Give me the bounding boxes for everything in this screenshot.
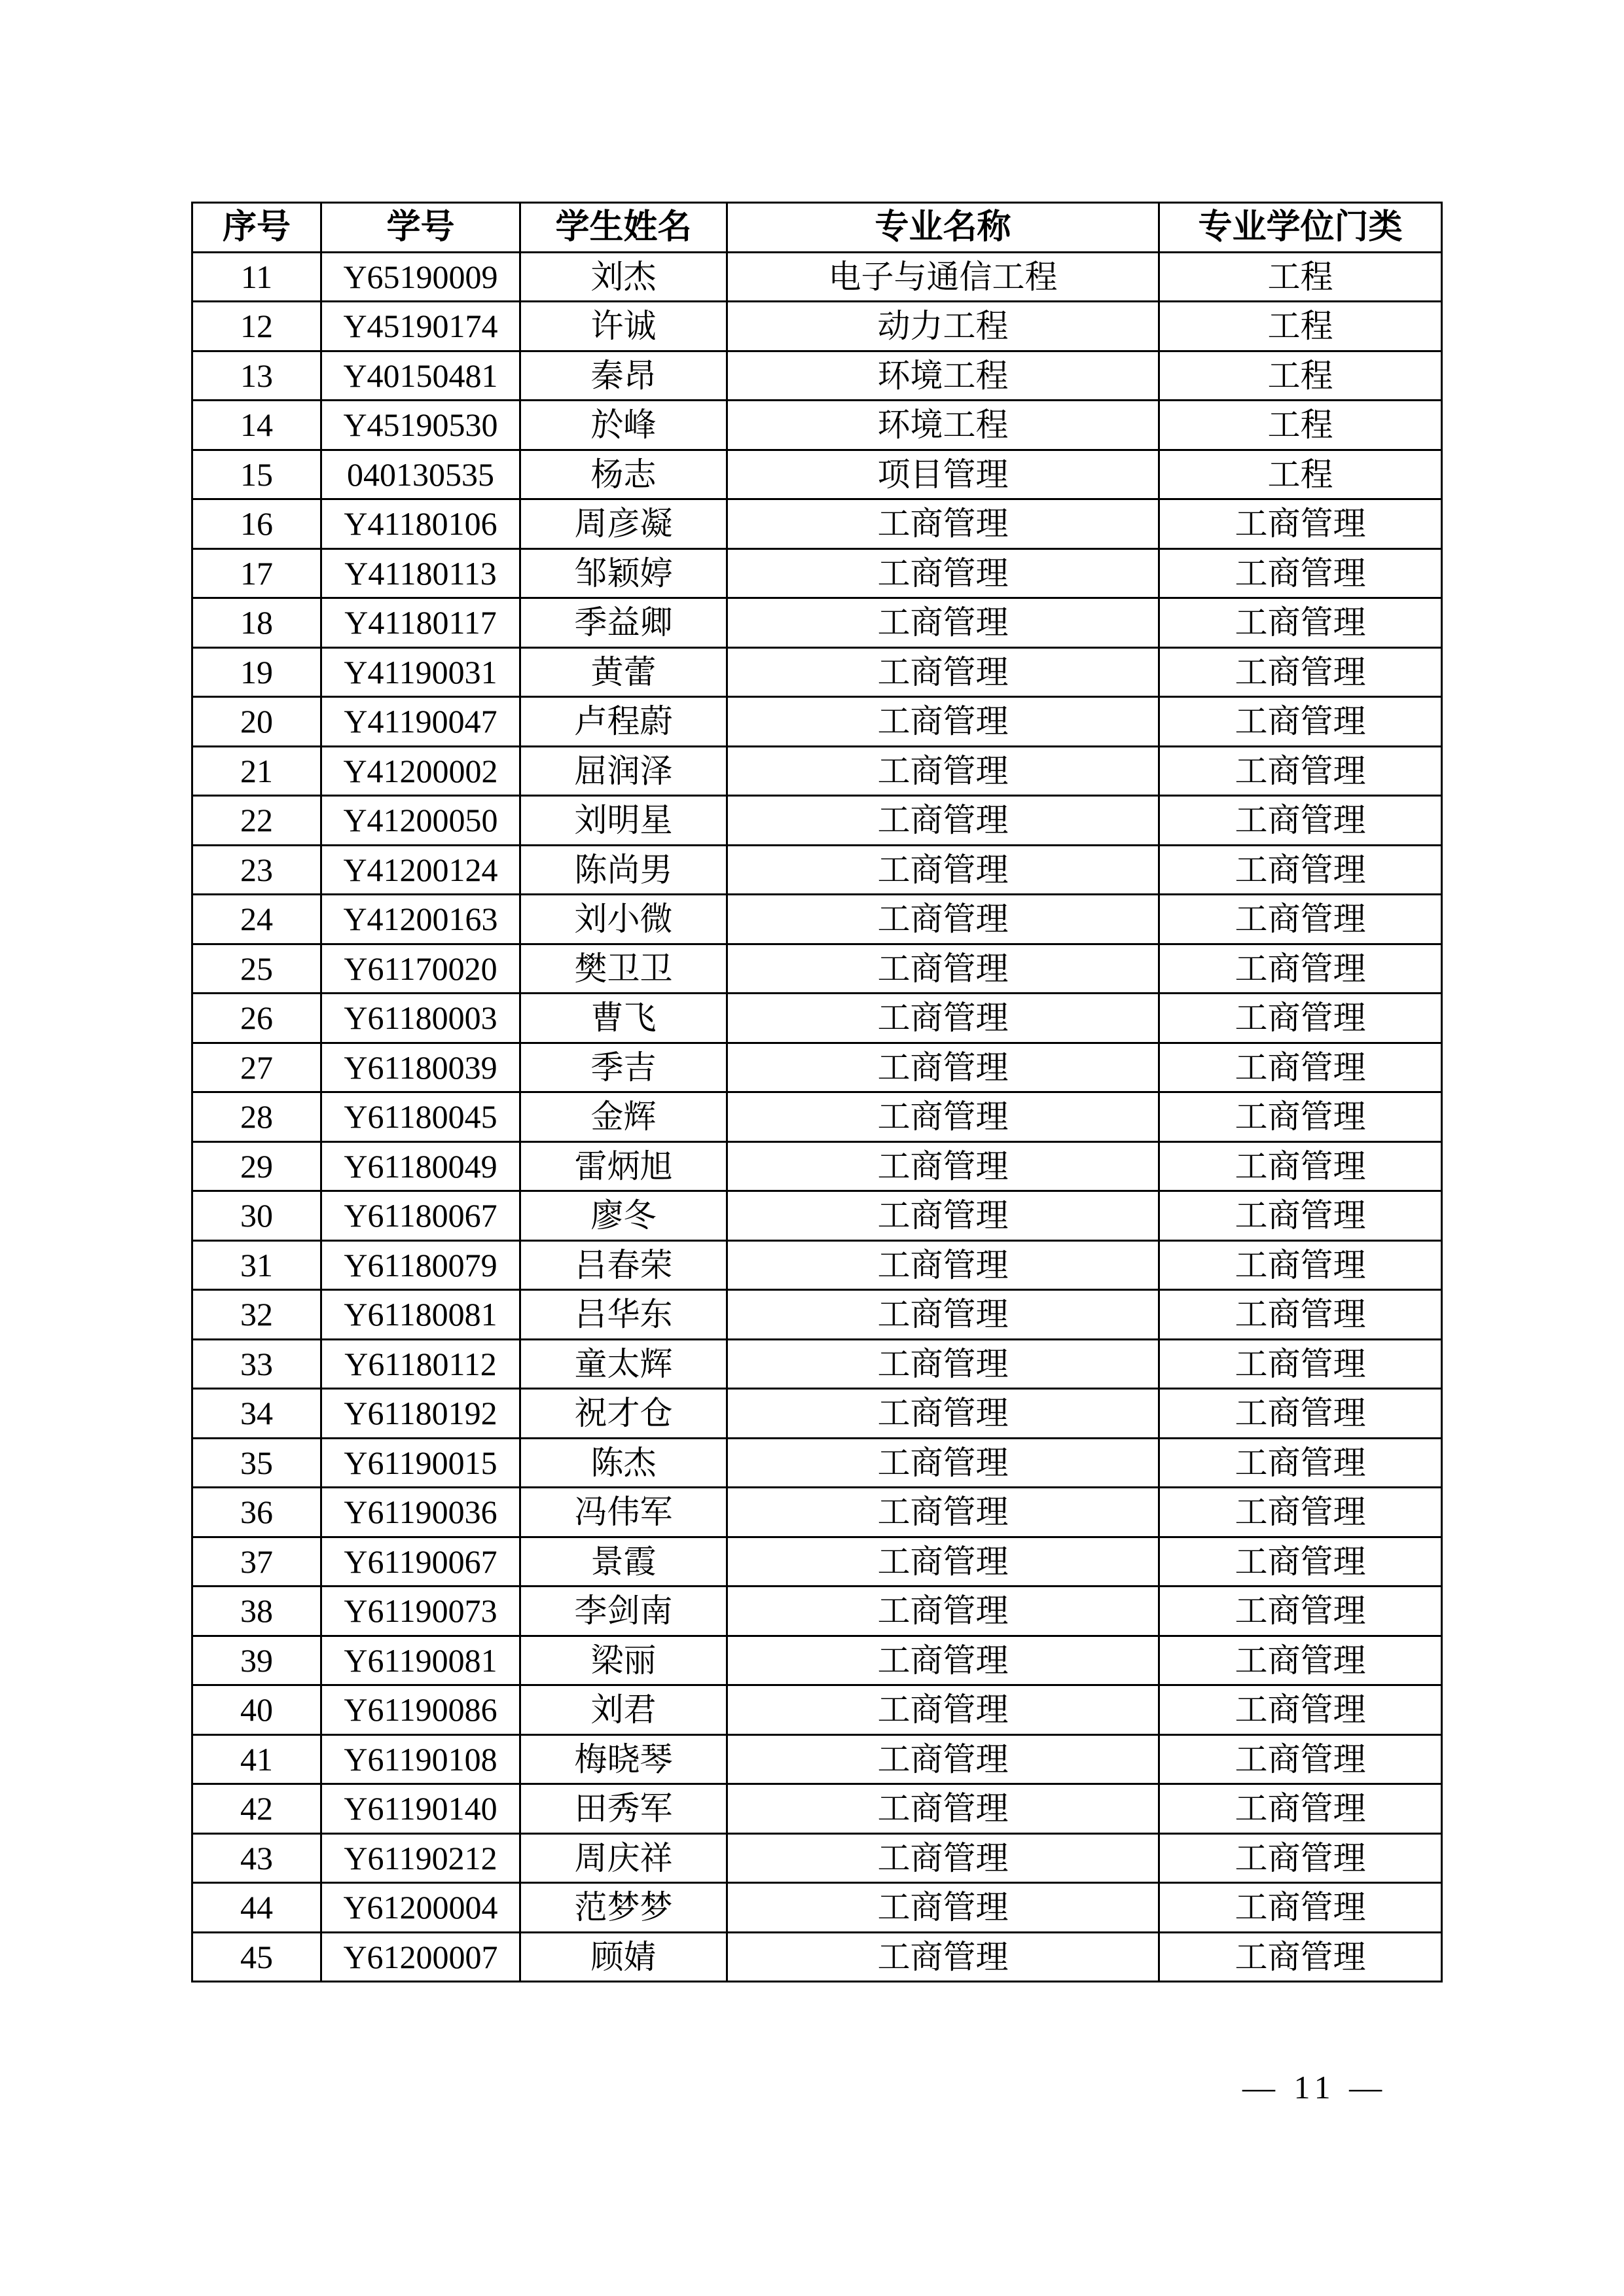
table-row bbox=[192, 1438, 1442, 1488]
cell-index: 38 bbox=[192, 1587, 321, 1636]
cell-major-name: 工商管理 bbox=[727, 895, 1159, 944]
cell-major-name: 工商管理 bbox=[727, 1290, 1159, 1340]
cell-degree-category: 工程 bbox=[1159, 252, 1442, 302]
cell-index: 24 bbox=[192, 895, 321, 944]
table-header-row bbox=[192, 203, 1442, 253]
cell-index: 42 bbox=[192, 1784, 321, 1834]
cell-major-name: 工商管理 bbox=[727, 1339, 1159, 1389]
cell-index: 13 bbox=[192, 351, 321, 401]
cell-student-id: Y61190108 bbox=[321, 1734, 520, 1784]
cell-student-id: Y61180003 bbox=[321, 994, 520, 1043]
cell-student-id: Y61190067 bbox=[321, 1537, 520, 1587]
table-row bbox=[192, 598, 1442, 648]
cell-student-name: 季吉 bbox=[520, 1043, 727, 1092]
cell-index: 22 bbox=[192, 796, 321, 846]
cell-student-name: 梁丽 bbox=[520, 1636, 727, 1685]
cell-student-name: 范梦梦 bbox=[520, 1883, 727, 1933]
cell-major-name: 工商管理 bbox=[727, 647, 1159, 697]
table-row bbox=[192, 401, 1442, 450]
cell-student-id: Y61190086 bbox=[321, 1685, 520, 1735]
cell-major-name: 工商管理 bbox=[727, 1636, 1159, 1685]
cell-student-id: Y45190530 bbox=[321, 401, 520, 450]
table-row bbox=[192, 302, 1442, 351]
table-row bbox=[192, 1092, 1442, 1142]
table-row bbox=[192, 994, 1442, 1043]
cell-index: 16 bbox=[192, 499, 321, 549]
cell-major-name: 工商管理 bbox=[727, 1784, 1159, 1834]
table-row bbox=[192, 1191, 1442, 1241]
cell-major-name: 工商管理 bbox=[727, 1932, 1159, 1982]
cell-index: 37 bbox=[192, 1537, 321, 1587]
cell-degree-category: 工商管理 bbox=[1159, 548, 1442, 598]
cell-index: 43 bbox=[192, 1833, 321, 1883]
cell-student-id: Y61180112 bbox=[321, 1339, 520, 1389]
cell-student-name: 周庆祥 bbox=[520, 1833, 727, 1883]
table-row bbox=[192, 1389, 1442, 1439]
cell-student-id: Y61180081 bbox=[321, 1290, 520, 1340]
cell-student-id: Y41180113 bbox=[321, 548, 520, 598]
table-row bbox=[192, 1784, 1442, 1834]
cell-degree-category: 工商管理 bbox=[1159, 1240, 1442, 1290]
cell-index: 32 bbox=[192, 1290, 321, 1340]
cell-major-name: 工商管理 bbox=[727, 746, 1159, 796]
table-row bbox=[192, 1141, 1442, 1191]
cell-degree-category: 工商管理 bbox=[1159, 1932, 1442, 1982]
cell-major-name: 工商管理 bbox=[727, 1438, 1159, 1488]
cell-student-name: 李剑南 bbox=[520, 1587, 727, 1636]
cell-major-name: 工商管理 bbox=[727, 499, 1159, 549]
cell-student-id: Y41200050 bbox=[321, 796, 520, 846]
cell-major-name: 工商管理 bbox=[727, 1833, 1159, 1883]
cell-major-name: 项目管理 bbox=[727, 450, 1159, 499]
table-row bbox=[192, 1043, 1442, 1092]
table-row bbox=[192, 944, 1442, 994]
cell-major-name: 工商管理 bbox=[727, 1734, 1159, 1784]
cell-degree-category: 工商管理 bbox=[1159, 1833, 1442, 1883]
cell-student-id: 040130535 bbox=[321, 450, 520, 499]
table-row bbox=[192, 1587, 1442, 1636]
cell-degree-category: 工商管理 bbox=[1159, 1537, 1442, 1587]
cell-student-name: 秦昂 bbox=[520, 351, 727, 401]
cell-degree-category: 工商管理 bbox=[1159, 1092, 1442, 1142]
cell-index: 33 bbox=[192, 1339, 321, 1389]
cell-major-name: 工商管理 bbox=[727, 1240, 1159, 1290]
cell-index: 21 bbox=[192, 746, 321, 796]
cell-student-id: Y41200002 bbox=[321, 746, 520, 796]
table-row bbox=[192, 1636, 1442, 1685]
cell-major-name: 工商管理 bbox=[727, 1092, 1159, 1142]
cell-degree-category: 工程 bbox=[1159, 450, 1442, 499]
table-row bbox=[192, 746, 1442, 796]
cell-degree-category: 工商管理 bbox=[1159, 895, 1442, 944]
cell-student-name: 杨志 bbox=[520, 450, 727, 499]
cell-degree-category: 工商管理 bbox=[1159, 697, 1442, 747]
cell-student-id: Y41200163 bbox=[321, 895, 520, 944]
table-row bbox=[192, 499, 1442, 549]
cell-student-id: Y41180106 bbox=[321, 499, 520, 549]
cell-student-id: Y40150481 bbox=[321, 351, 520, 401]
table-row bbox=[192, 1734, 1442, 1784]
cell-index: 41 bbox=[192, 1734, 321, 1784]
cell-major-name: 工商管理 bbox=[727, 944, 1159, 994]
cell-student-name: 顾婧 bbox=[520, 1932, 727, 1982]
cell-major-name: 工商管理 bbox=[727, 1141, 1159, 1191]
student-list-table bbox=[191, 202, 1443, 1982]
header-student-name: 学生姓名 bbox=[520, 203, 727, 253]
cell-index: 44 bbox=[192, 1883, 321, 1933]
cell-degree-category: 工商管理 bbox=[1159, 499, 1442, 549]
cell-student-name: 於峰 bbox=[520, 401, 727, 450]
cell-index: 12 bbox=[192, 302, 321, 351]
cell-major-name: 工商管理 bbox=[727, 598, 1159, 648]
cell-index: 11 bbox=[192, 252, 321, 302]
table-row bbox=[192, 895, 1442, 944]
cell-degree-category: 工商管理 bbox=[1159, 1587, 1442, 1636]
table-row bbox=[192, 1685, 1442, 1735]
student-list-table-container bbox=[191, 202, 1443, 1982]
cell-major-name: 工商管理 bbox=[727, 1587, 1159, 1636]
cell-student-name: 刘杰 bbox=[520, 252, 727, 302]
header-degree-category: 专业学位门类 bbox=[1159, 203, 1442, 253]
cell-degree-category: 工商管理 bbox=[1159, 1290, 1442, 1340]
cell-student-name: 梅晓琴 bbox=[520, 1734, 727, 1784]
table-row bbox=[192, 1240, 1442, 1290]
cell-major-name: 工商管理 bbox=[727, 1191, 1159, 1241]
cell-student-id: Y61190015 bbox=[321, 1438, 520, 1488]
cell-index: 27 bbox=[192, 1043, 321, 1092]
cell-index: 23 bbox=[192, 845, 321, 895]
table-row bbox=[192, 1833, 1442, 1883]
cell-student-name: 童太辉 bbox=[520, 1339, 727, 1389]
cell-student-name: 吕华东 bbox=[520, 1290, 727, 1340]
cell-degree-category: 工商管理 bbox=[1159, 1043, 1442, 1092]
cell-index: 18 bbox=[192, 598, 321, 648]
cell-student-name: 黄蕾 bbox=[520, 647, 727, 697]
cell-degree-category: 工商管理 bbox=[1159, 845, 1442, 895]
cell-degree-category: 工商管理 bbox=[1159, 1636, 1442, 1685]
cell-student-name: 季益卿 bbox=[520, 598, 727, 648]
cell-student-name: 陈尚男 bbox=[520, 845, 727, 895]
cell-degree-category: 工商管理 bbox=[1159, 1438, 1442, 1488]
cell-degree-category: 工商管理 bbox=[1159, 1883, 1442, 1933]
cell-degree-category: 工商管理 bbox=[1159, 1784, 1442, 1834]
table-row bbox=[192, 1488, 1442, 1537]
cell-degree-category: 工商管理 bbox=[1159, 796, 1442, 846]
cell-student-id: Y61180079 bbox=[321, 1240, 520, 1290]
cell-degree-category: 工商管理 bbox=[1159, 944, 1442, 994]
cell-index: 45 bbox=[192, 1932, 321, 1982]
cell-major-name: 工商管理 bbox=[727, 697, 1159, 747]
header-index: 序号 bbox=[192, 203, 321, 253]
cell-major-name: 电子与通信工程 bbox=[727, 252, 1159, 302]
cell-major-name: 工商管理 bbox=[727, 994, 1159, 1043]
cell-student-name: 刘明星 bbox=[520, 796, 727, 846]
cell-index: 30 bbox=[192, 1191, 321, 1241]
cell-student-id: Y61190212 bbox=[321, 1833, 520, 1883]
cell-degree-category: 工程 bbox=[1159, 401, 1442, 450]
cell-student-id: Y61190073 bbox=[321, 1587, 520, 1636]
table-row bbox=[192, 1537, 1442, 1587]
cell-student-id: Y41200124 bbox=[321, 845, 520, 895]
cell-student-name: 许诚 bbox=[520, 302, 727, 351]
cell-index: 36 bbox=[192, 1488, 321, 1537]
cell-index: 31 bbox=[192, 1240, 321, 1290]
cell-student-id: Y61180067 bbox=[321, 1191, 520, 1241]
cell-student-name: 吕春荣 bbox=[520, 1240, 727, 1290]
cell-major-name: 工商管理 bbox=[727, 1389, 1159, 1439]
cell-student-id: Y41180117 bbox=[321, 598, 520, 648]
cell-major-name: 环境工程 bbox=[727, 401, 1159, 450]
table-row bbox=[192, 1290, 1442, 1340]
table-row bbox=[192, 548, 1442, 598]
page-number: — 11 — bbox=[1242, 2069, 1388, 2106]
table-row bbox=[192, 1883, 1442, 1933]
cell-student-name: 邹颖婷 bbox=[520, 548, 727, 598]
table-row bbox=[192, 351, 1442, 401]
cell-student-id: Y61190081 bbox=[321, 1636, 520, 1685]
header-student-id: 学号 bbox=[321, 203, 520, 253]
cell-student-name: 雷炳旭 bbox=[520, 1141, 727, 1191]
cell-student-id: Y61190036 bbox=[321, 1488, 520, 1537]
cell-index: 29 bbox=[192, 1141, 321, 1191]
cell-student-name: 陈杰 bbox=[520, 1438, 727, 1488]
cell-major-name: 工商管理 bbox=[727, 1488, 1159, 1537]
cell-major-name: 工商管理 bbox=[727, 1043, 1159, 1092]
cell-degree-category: 工商管理 bbox=[1159, 1685, 1442, 1735]
cell-index: 28 bbox=[192, 1092, 321, 1142]
table-row bbox=[192, 252, 1442, 302]
cell-student-name: 刘小微 bbox=[520, 895, 727, 944]
cell-student-id: Y45190174 bbox=[321, 302, 520, 351]
cell-student-id: Y61180045 bbox=[321, 1092, 520, 1142]
cell-major-name: 环境工程 bbox=[727, 351, 1159, 401]
cell-student-name: 景霞 bbox=[520, 1537, 727, 1587]
cell-student-id: Y41190047 bbox=[321, 697, 520, 747]
table-row bbox=[192, 796, 1442, 846]
cell-index: 15 bbox=[192, 450, 321, 499]
cell-index: 17 bbox=[192, 548, 321, 598]
cell-student-id: Y61190140 bbox=[321, 1784, 520, 1834]
cell-degree-category: 工商管理 bbox=[1159, 994, 1442, 1043]
cell-student-id: Y61170020 bbox=[321, 944, 520, 994]
cell-student-name: 卢程蔚 bbox=[520, 697, 727, 747]
table-row bbox=[192, 450, 1442, 499]
cell-major-name: 动力工程 bbox=[727, 302, 1159, 351]
cell-index: 40 bbox=[192, 1685, 321, 1735]
cell-degree-category: 工程 bbox=[1159, 351, 1442, 401]
cell-student-id: Y61180192 bbox=[321, 1389, 520, 1439]
cell-student-id: Y61180049 bbox=[321, 1141, 520, 1191]
cell-degree-category: 工商管理 bbox=[1159, 598, 1442, 648]
header-major-name: 专业名称 bbox=[727, 203, 1159, 253]
cell-student-name: 祝才仓 bbox=[520, 1389, 727, 1439]
cell-student-id: Y41190031 bbox=[321, 647, 520, 697]
cell-index: 20 bbox=[192, 697, 321, 747]
cell-index: 39 bbox=[192, 1636, 321, 1685]
cell-student-name: 樊卫卫 bbox=[520, 944, 727, 994]
cell-major-name: 工商管理 bbox=[727, 796, 1159, 846]
cell-student-name: 周彦凝 bbox=[520, 499, 727, 549]
cell-degree-category: 工商管理 bbox=[1159, 1488, 1442, 1537]
cell-degree-category: 工商管理 bbox=[1159, 1141, 1442, 1191]
cell-student-id: Y65190009 bbox=[321, 252, 520, 302]
cell-student-name: 金辉 bbox=[520, 1092, 727, 1142]
table-row bbox=[192, 1932, 1442, 1982]
cell-index: 14 bbox=[192, 401, 321, 450]
cell-degree-category: 工程 bbox=[1159, 302, 1442, 351]
cell-major-name: 工商管理 bbox=[727, 1537, 1159, 1587]
cell-index: 35 bbox=[192, 1438, 321, 1488]
cell-degree-category: 工商管理 bbox=[1159, 1191, 1442, 1241]
cell-major-name: 工商管理 bbox=[727, 845, 1159, 895]
cell-degree-category: 工商管理 bbox=[1159, 746, 1442, 796]
table-body bbox=[192, 252, 1442, 1982]
cell-student-id: Y61200007 bbox=[321, 1932, 520, 1982]
table-row bbox=[192, 845, 1442, 895]
cell-student-name: 廖冬 bbox=[520, 1191, 727, 1241]
cell-student-id: Y61200004 bbox=[321, 1883, 520, 1933]
cell-student-name: 屈润泽 bbox=[520, 746, 727, 796]
cell-index: 19 bbox=[192, 647, 321, 697]
cell-student-name: 冯伟军 bbox=[520, 1488, 727, 1537]
table-row bbox=[192, 1339, 1442, 1389]
cell-major-name: 工商管理 bbox=[727, 1685, 1159, 1735]
cell-index: 34 bbox=[192, 1389, 321, 1439]
cell-degree-category: 工商管理 bbox=[1159, 1339, 1442, 1389]
table-row bbox=[192, 647, 1442, 697]
cell-student-id: Y61180039 bbox=[321, 1043, 520, 1092]
cell-student-name: 刘君 bbox=[520, 1685, 727, 1735]
cell-degree-category: 工商管理 bbox=[1159, 1734, 1442, 1784]
cell-degree-category: 工商管理 bbox=[1159, 1389, 1442, 1439]
cell-student-name: 曹飞 bbox=[520, 994, 727, 1043]
cell-major-name: 工商管理 bbox=[727, 548, 1159, 598]
cell-major-name: 工商管理 bbox=[727, 1883, 1159, 1933]
table-row bbox=[192, 697, 1442, 747]
cell-index: 25 bbox=[192, 944, 321, 994]
cell-student-name: 田秀军 bbox=[520, 1784, 727, 1834]
cell-degree-category: 工商管理 bbox=[1159, 647, 1442, 697]
cell-index: 26 bbox=[192, 994, 321, 1043]
